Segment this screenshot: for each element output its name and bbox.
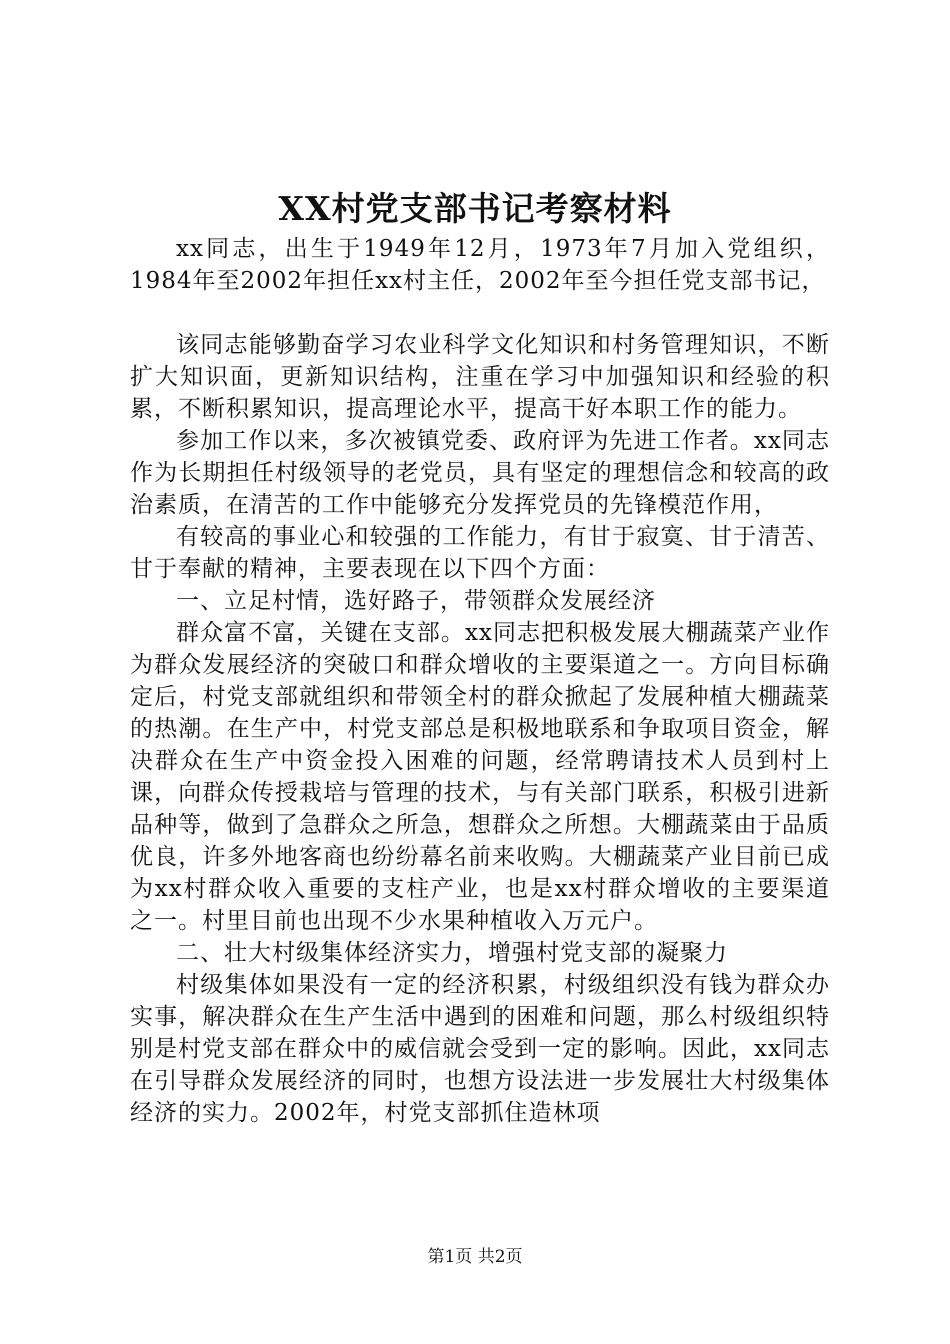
paragraph-work: 参加工作以来，多次被镇党委、政府评为先进工作者。xx同志作为长期担任村级领导的老党员，具有坚定的理想信念和较高的政治素质，在清苦的工作中能够充分发挥党员的先锋模范作用，: [130, 428, 830, 518]
paragraph-study: 该同志能够勤奋学习农业科学文化知识和村务管理知识，不断扩大知识面，更新知识结构，注重在学习中加强知识和经验的积累，不断积累知识，提高理论水平，提高干好本职工作的能力。: [130, 332, 830, 422]
section-heading-1: 一、立足村情，选好路子，带领群众发展经济: [176, 588, 656, 614]
paragraph-section-1: 群众富不富，关键在支部。xx同志把积极发展大棚蔬菜产业作为群众发展经济的突破口和群众增收的主要渠道之一。方向目标确定后，村党支部就组织和带领全村的群众掀起了发展种植大棚蔬菜的热潮。在生产中，村党支部总是积极地联系和争取项目资金，解决群众在生产中资金投入困难的问题，经常聘请技术人员到村上课，向群众传授栽培与管理的技术，与有关部门联系，积极引进新品种等，做到了急群众之所急，想群众之所想。大棚蔬菜由于品质优良，许多外地客商也纷纷幕名前来收购。大棚蔬菜产业目前已成为xx村群众收入重要的支柱产业，也是xx村群众增收的主要渠道之一。村里目前也出现不少水果种植收入万元户。: [130, 620, 830, 934]
section-heading-2: 二、壮大村级集体经济实力，增强村党支部的凝聚力: [176, 940, 728, 966]
paragraph-intro: xx同志，出生于1949年12月，1973年7月加入党组织，1984年至2002年担任xx村主任，2002年至今担任党支部书记，: [130, 236, 830, 294]
page-footer: 第1页 共2页: [427, 1247, 523, 1267]
document-title: XX村党支部书记考察材料: [278, 189, 672, 228]
paragraph-section-2: 村级集体如果没有一定的经济积累，村级组织没有钱为群众办实事，解决群众在生产生活中遇到的困难和问题，那么村级组织特别是村党支部在群众中的威信就会受到一定的影响。因此，xx同志在引导群众发展经济的同时，也想方设法进一步发展壮大村级集体经济的实力。2002年，村党支部抓住造林项: [130, 972, 830, 1126]
paragraph-spirit: 有较高的事业心和较强的工作能力，有甘于寂寞、甘于清苦、甘于奉献的精神，主要表现在以下四个方面：: [130, 524, 830, 582]
paragraph-gap: [130, 297, 830, 329]
document-body: [130, 233, 830, 1129]
